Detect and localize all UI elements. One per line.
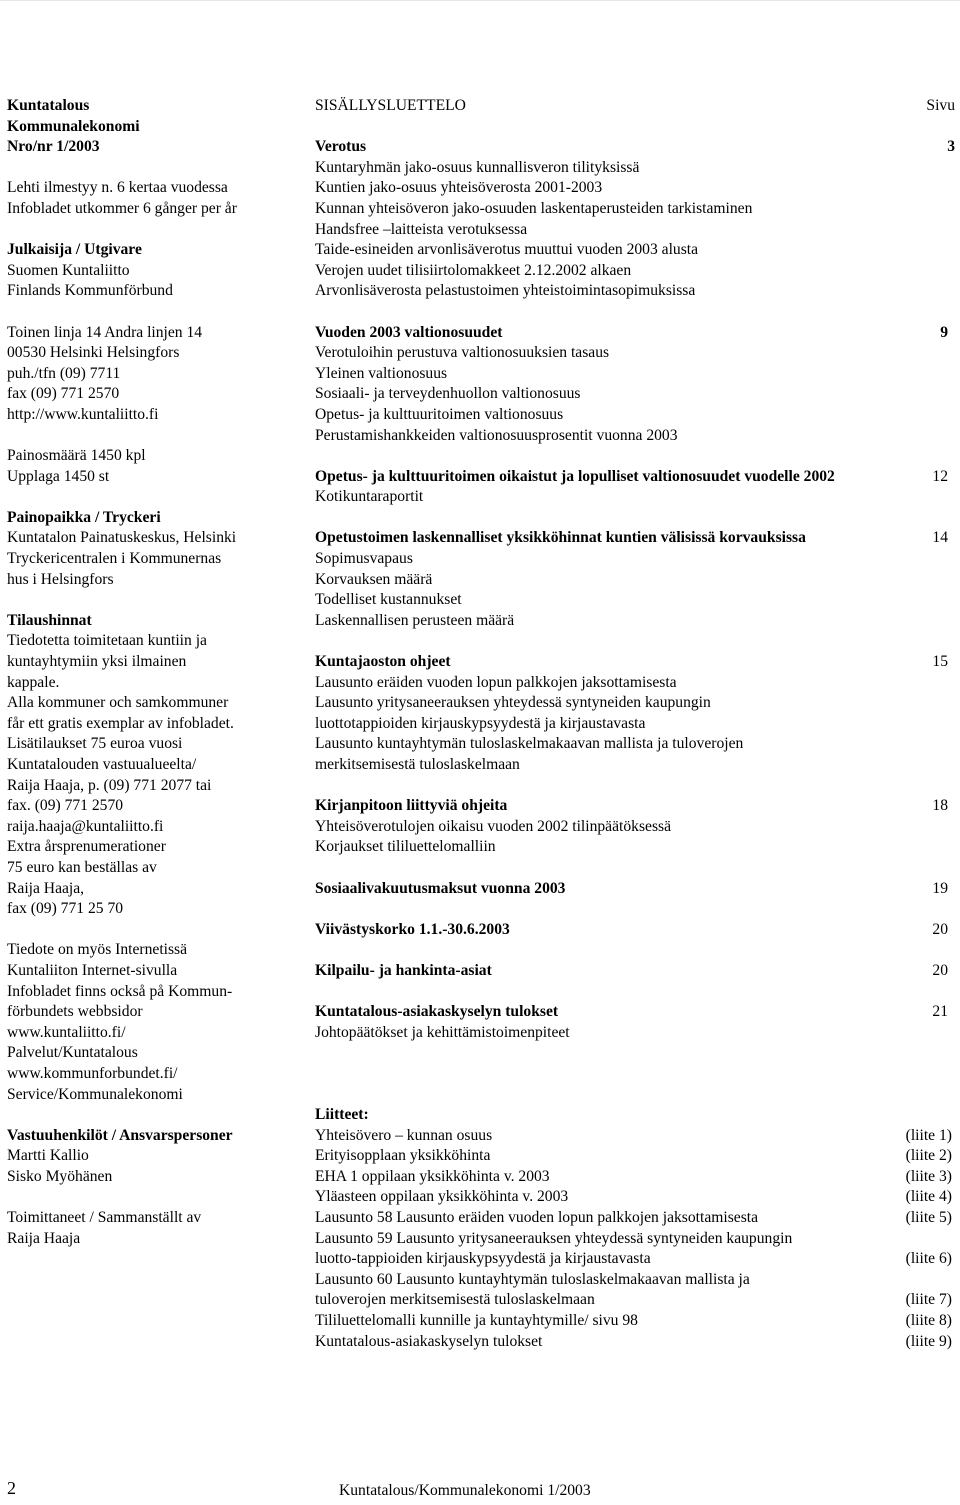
url-link[interactable]: www.kommunforbundet.fi/ [7,1064,178,1082]
toc-section[interactable] [315,652,955,673]
attachment-row[interactable] [315,1208,955,1229]
attachment-ref [952,1270,955,1291]
toc-item: luottotappioiden kirjauskypsyydestä ja kirjaustavasta [315,714,646,732]
toc-item: Taide-esineiden arvonlisäverotus muuttui vuoden 2003 alusta [315,241,699,259]
orders-heading: Tilaushinnat [7,611,92,629]
url-link[interactable]: www.kuntaliitto.fi/ [7,1023,126,1041]
attachment-row[interactable] [315,1332,955,1353]
orders-line: Alla kommuner och samkommuner [7,694,229,712]
toc-section-heading: Kuntajaoston ohjeet [315,653,451,671]
internet-line: förbundets webbsidor [7,1003,143,1021]
toc-section[interactable] [315,323,955,344]
toc-section-heading: Kirjanpitoon liittyviä ohjeita [315,797,508,815]
toc-item: Korjaukset tililuettelomalliin [315,838,496,856]
table-of-contents [315,96,955,1352]
toc-section-heading: Opetus- ja kulttuuritoimen oikaistut ja lopulliset valtionosuudet vuodelle 2002 [315,467,835,485]
printing-heading: Painopaikka / Tryckeri [7,508,161,526]
publisher-line: Finlands Kommunförbund [7,282,173,300]
orders-line: får ett gratis exemplar av infobladet. [7,714,234,732]
toc-page-number: 18 [932,797,948,815]
toc-item: Verojen uudet tilisiirtolomakkeet 2.12.2002 alkaen [315,261,632,279]
toc-page-number: 3 [947,138,955,156]
toc-item: Arvonlisäverosta pelastustoimen yhteistoimintasopimuksissa [315,282,696,300]
orders-line: 75 euro kan beställas av [7,858,157,876]
attachment-ref: (liite 5) [905,1209,952,1227]
issue-number: Nro/nr 1/2003 [7,138,100,156]
orders-line: Raija Haaja, p. (09) 771 2077 tai [7,776,212,794]
attachment-row[interactable] [315,1229,955,1250]
toc-item: Laskennallisen perusteen määrä [315,611,515,629]
contact-name: Sisko Myöhänen [7,1167,113,1185]
attachment-text: EHA 1 oppilaan yksikköhinta v. 2003 [315,1167,550,1185]
orders-line: kuntayhtymiin yksi ilmainen [7,653,187,671]
url-link[interactable]: Service/Kommunalekonomi [7,1085,183,1103]
internet-line: Infobladet finns också på Kommun- [7,982,233,1000]
toc-page-label: Sivu [926,97,955,114]
toc-item: Korvauksen määrä [315,570,433,588]
attachment-ref: (liite 7) [905,1291,952,1309]
toc-item: Lausunto kuntayhtymän tuloslaskelmakaavan mallista ja tuloverojen [315,735,744,753]
toc-section-heading: Verotus [315,138,367,156]
email-link[interactable]: raija.haaja@kuntaliitto.fi [7,817,164,835]
attachment-ref [952,1229,955,1250]
orders-line: kappale. [7,673,60,691]
toc-item: Lausunto eräiden vuoden lopun palkkojen jaksottamisesta [315,673,677,691]
internet-line: Tiedote on myös Internetissä [7,941,188,959]
toc-item: Todelliset kustannukset [315,591,462,609]
toc-section[interactable] [315,879,955,900]
toc-item: Verotuloihin perustuva valtionosuuksien tasaus [315,344,610,362]
attachment-text: Lausunto 58 Lausunto eräiden vuoden lopun palkkojen jaksottamisesta [315,1209,759,1227]
address-line: 00530 Helsinki Helsingfors [7,344,180,362]
attachment-text: Yläasteen oppilaan yksikköhinta v. 2003 [315,1188,569,1206]
top-rule [0,0,960,1]
toc-header [315,96,955,117]
attachment-text: Lausunto 60 Lausunto kuntayhtymän tuloslaskelmakaavan mallista ja [315,1270,750,1288]
toc-section-heading: Viivästyskorko 1.1.-30.6.2003 [315,920,510,938]
attachment-ref: (liite 1) [905,1126,952,1144]
toc-item: merkitsemisestä tuloslaskelmaan [315,756,520,773]
toc-section[interactable] [315,528,955,549]
toc-section[interactable] [315,467,955,488]
toc-section-heading: Kilpailu- ja hankinta-asiat [315,961,492,979]
page-number: 2 [7,1478,16,1498]
toc-item: Sosiaali- ja terveydenhuollon valtionosuus [315,385,581,403]
attachment-text: Yhteisövero – kunnan osuus [315,1126,493,1144]
attachment-ref: (liite 4) [905,1188,952,1206]
address-line: Toinen linja 14 Andra linjen 14 [7,323,203,341]
attachment-text: tuloverojen merkitsemisestä tuloslaskelmaan [315,1291,595,1309]
toc-section-heading: Kuntatalous-asiakaskyselyn tulokset [315,1003,559,1021]
toc-item: Kunnan yhteisöveron jako-osuuden laskentaperusteiden tarkistaminen [315,199,753,217]
orders-line: Kuntatalouden vastuualueelta/ [7,756,197,773]
toc-section[interactable] [315,796,955,817]
toc-item: Johtopäätökset ja kehittämistoimenpiteet [315,1023,570,1041]
orders-line: Lisätilaukset 75 euroa vuosi [7,735,183,753]
frequency-line: Lehti ilmestyy n. 6 kertaa vuodessa [7,179,228,197]
attachment-text: Kuntatalous-asiakaskyselyn tulokset [315,1332,543,1350]
toc-page-number: 20 [932,920,948,938]
attachment-text: Lausunto 59 Lausunto yritysaneerauksen yhteydessä syntyneiden kaupungin [315,1229,793,1247]
fax-line: fax (09) 771 2570 [7,385,120,403]
attachment-row[interactable] [315,1311,955,1332]
website-link[interactable]: http://www.kuntaliitto.fi [7,405,159,423]
orders-line: fax. (09) 771 2570 [7,797,124,815]
orders-line: Extra årsprenumerationer [7,838,166,856]
print-run-line: Painosmäärä 1450 kpl [7,447,146,465]
phone-line: puh./tfn (09) 7711 [7,364,121,382]
attachment-text: Erityisopplaan yksikköhinta [315,1147,491,1165]
frequency-line: Infobladet utkommer 6 gånger per år [7,199,237,217]
toc-item: Handsfree –laitteista verotuksessa [315,220,528,238]
orders-line: fax (09) 771 25 70 [7,900,124,918]
toc-page-number: 20 [932,961,948,979]
attachment-row[interactable] [315,1290,955,1311]
toc-item: Kotikuntaraportit [315,488,424,506]
masthead-line: Kommunalekonomi [7,117,140,135]
publisher-heading: Julkaisija / Utgivare [7,241,142,259]
toc-page-number: 21 [932,1003,948,1021]
toc-item: Yhteisöverotulojen oikaisu vuoden 2002 tilinpäätöksessä [315,817,671,835]
toc-item: Yleinen valtionosuus [315,364,448,382]
attachment-text: Tililuettelomalli kunnille ja kuntayhtymille/ sivu 98 [315,1312,638,1330]
attachment-ref: (liite 3) [905,1167,952,1185]
toc-page-number: 19 [932,879,948,897]
printing-line: Tryckericentralen i Kommunernas [7,550,222,568]
attachment-ref: (liite 9) [905,1332,952,1350]
toc-section[interactable] [315,1002,955,1023]
contact-name: Martti Kallio [7,1147,89,1165]
editor-name: Raija Haaja [7,1229,81,1247]
attachment-row[interactable] [315,1249,955,1270]
toc-item: Kuntaryhmän jako-osuus kunnallisveron tilityksissä [315,158,640,176]
attachment-row[interactable] [315,1167,955,1188]
toc-page-number: 12 [932,467,948,485]
orders-line: Tiedotetta toimitetaan kuntiin ja [7,632,207,650]
publisher-line: Suomen Kuntaliitto [7,261,130,279]
colophon-column [7,96,307,1249]
toc-item: Perustamishankkeiden valtionosuusprosentit vuonna 2003 [315,426,678,444]
toc-section[interactable] [315,920,955,941]
toc-section-heading: Opetustoimen laskennalliset yksikköhinnat kuntien välisissä korvauksissa [315,529,806,547]
attachment-ref: (liite 8) [905,1312,952,1330]
attachment-row[interactable] [315,1187,955,1208]
editors-heading: Toimittaneet / Sammanställt av [7,1209,202,1227]
toc-item: Kuntien jako-osuus yhteisöverosta 2001-2003 [315,179,603,197]
attachment-text: luotto-tappioiden kirjauskypsyydestä ja kirjaustavasta [315,1250,651,1268]
printing-line: hus i Helsingfors [7,570,114,588]
masthead-line: Kuntatalous [7,97,90,114]
toc-page-number: 15 [932,653,948,671]
toc-page-number: 14 [932,529,948,547]
toc-item: Lausunto yritysaneerauksen yhteydessä syntyneiden kaupungin [315,694,711,712]
orders-line: Raija Haaja, [7,879,85,897]
attachments-heading: Liitteet: [315,1106,369,1124]
toc-item: Sopimusvapaus [315,550,413,568]
attachment-row[interactable] [315,1146,955,1167]
printing-line: Kuntatalon Painatuskeskus, Helsinki [7,529,237,547]
attachment-row[interactable] [315,1270,955,1291]
toc-page-number: 9 [940,323,948,341]
footer-publication: Kuntatalous/Kommunalekonomi 1/2003 [339,1482,591,1499]
url-link[interactable]: Palvelut/Kuntatalous [7,1044,138,1062]
attachment-ref: (liite 6) [905,1250,952,1268]
toc-title: SISÄLLYSLUETTELO [315,97,466,114]
attachment-ref: (liite 2) [905,1147,952,1165]
toc-section-heading: Sosiaalivakuutusmaksut vuonna 2003 [315,879,566,897]
toc-item: Opetus- ja kulttuuritoimen valtionosuus [315,405,564,423]
print-run-line: Upplaga 1450 st [7,467,110,485]
attachment-row[interactable] [315,1126,955,1147]
toc-section-heading: Vuoden 2003 valtionosuudet [315,323,503,341]
internet-line: Kuntaliiton Internet-sivulla [7,961,178,979]
contacts-heading: Vastuuhenkilöt / Ansvarspersoner [7,1126,233,1144]
toc-section[interactable] [315,961,955,982]
toc-section[interactable] [315,137,955,158]
